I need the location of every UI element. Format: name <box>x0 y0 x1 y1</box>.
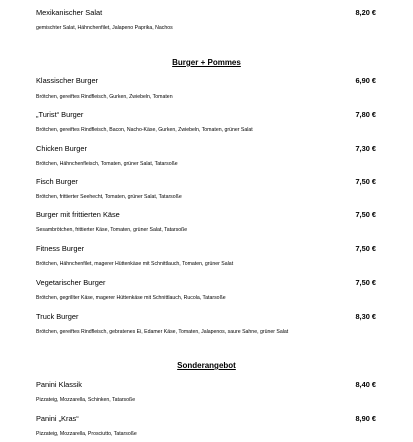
item-name: Chicken Burger <box>36 144 87 153</box>
item-price: 6,90 € <box>355 76 376 85</box>
item-description: Brötchen, Hähnchenfleisch, Tomaten, grüner Salat, Tatarsoße <box>36 161 178 167</box>
menu-item-panini-kras <box>36 414 376 437</box>
item-price: 7,50 € <box>355 177 376 186</box>
item-description: Brötchen, Hähnchenfilet, magerer Hüttenkäse mit Schnittlauch, Tomaten, grüner Salat <box>36 261 234 267</box>
item-name: Fitness Burger <box>36 244 85 253</box>
menu-item-panini-klassik <box>36 380 376 403</box>
item-name: Panini Klassik <box>36 380 83 389</box>
item-description: gemischter Salat, Hähnchenfilet, Jalapeno Paprika, Nachos <box>36 25 173 31</box>
item-description: Pizzateig, Mozzarella, Prosciutto, Tatarsoße <box>36 431 137 437</box>
section-title-burger: Burger + Pommes <box>172 58 241 67</box>
item-price: 7,50 € <box>355 210 376 219</box>
item-price: 7,80 € <box>355 110 376 119</box>
menu-item-klassischer-burger <box>36 76 376 100</box>
item-price: 8,40 € <box>355 380 376 389</box>
item-description: Brötchen, gegrillter Käse, magerer Hüttenkäse mit Schnittlauch, Rucola, Tatarsoße <box>36 295 226 301</box>
item-description: Brötchen, gereiftes Rindfleisch, gebratenes Ei, Edamer Käse, Tomaten, Jalapenos, saure Sahne, grüner Salat <box>36 329 289 335</box>
menu-item-mexikanischer-salat <box>36 8 376 31</box>
item-description: Brötchen, gereiftes Rindfleisch, Bacon, Nacho-Käse, Gurken, Zwiebeln, Tomaten, grüner Salat <box>36 127 253 133</box>
menu-item-fitness-burger <box>36 244 376 267</box>
item-description: Sesambrötchen, frittierter Käse, Tomaten, grüner Salat, Tatarsoße <box>36 227 188 233</box>
menu-item-burger-mit-frittierten-kaese <box>36 210 376 233</box>
item-price: 7,50 € <box>355 244 376 253</box>
item-name: Truck Burger <box>36 312 79 321</box>
item-name: Panini „Kras“ <box>36 414 79 423</box>
item-price: 8,90 € <box>355 414 376 423</box>
item-description: Pizzateig, Mozzarella, Schinken, Tatarsoße <box>36 397 136 403</box>
item-price: 8,20 € <box>355 8 376 17</box>
item-name: Vegetarischer Burger <box>36 278 106 287</box>
section-title-sonderangebot: Sonderangebot <box>177 361 236 370</box>
item-name: Fisch Burger <box>36 177 78 186</box>
menu-item-fisch-burger <box>36 177 376 200</box>
menu-item-chicken-burger <box>36 144 376 167</box>
item-name: Mexikanischer Salat <box>36 8 103 17</box>
item-name: „Turist“ Burger <box>36 110 84 119</box>
item-name: Burger mit frittierten Käse <box>36 210 120 219</box>
menu-item-turist-burger <box>36 110 376 133</box>
item-name: Klassischer Burger <box>36 76 99 85</box>
item-description: Brötchen, frittierter Seehecht, Tomaten, grüner Salat, Tatarsoße <box>36 194 182 200</box>
item-price: 7,30 € <box>355 144 376 153</box>
item-price: 8,30 € <box>355 312 376 321</box>
menu-item-truck-burger <box>36 312 376 335</box>
item-price: 7,50 € <box>355 278 376 287</box>
item-description: Brötchen, gereiftes Rindfleisch, Gurken, Zwiebeln, Tomaten <box>36 94 173 100</box>
menu-item-vegetarischer-burger <box>36 278 376 301</box>
